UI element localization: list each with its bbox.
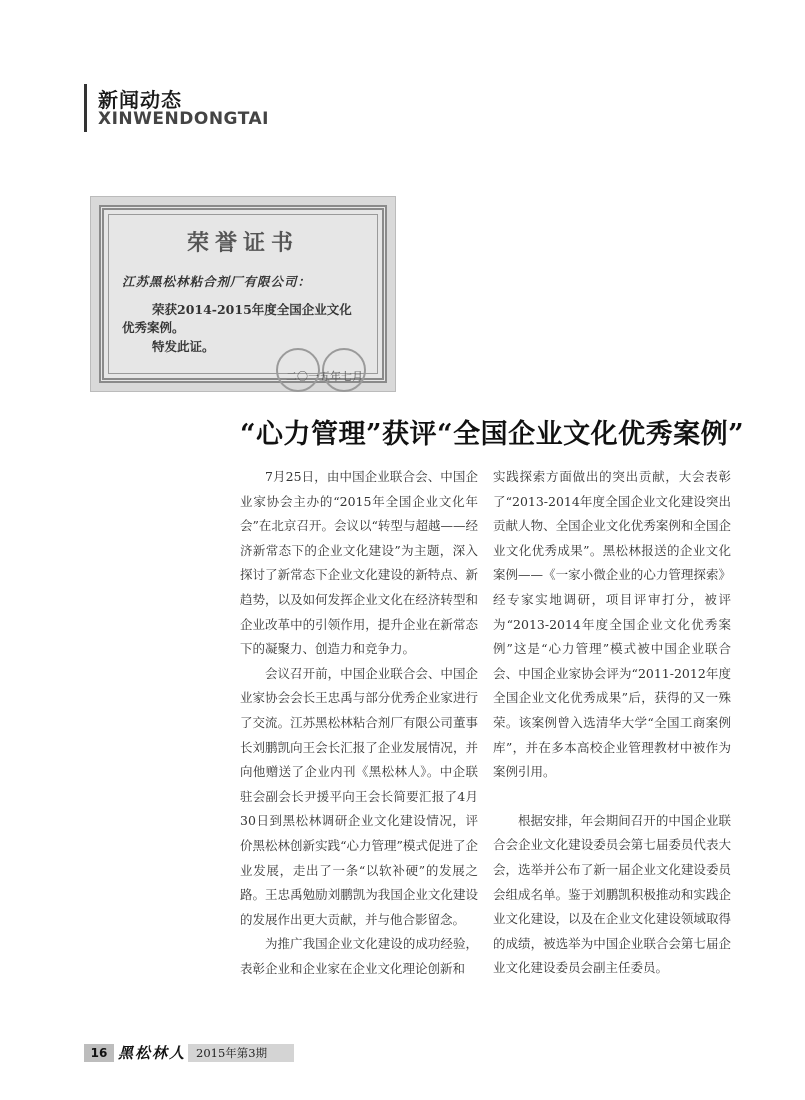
certificate-org: 江苏黑松林粘合剂厂有限公司： bbox=[122, 274, 312, 289]
article-column-left bbox=[240, 465, 478, 981]
page-number: 16 bbox=[90, 1046, 108, 1060]
certificate-line-1: 荣获2014-2015年度全国企业文化 bbox=[152, 302, 352, 317]
paragraph: 实践探索方面做出的突出贡献，大会表彰了“2013-2014年度全国企业文化建设突出贡献人物、全国企业文化优秀案例和全国企业文化优秀成果”。黑松林报送的企业文化案例——《一家小微企业的心力管理探索》经专家实地调研，项目评审打分，被评为“2013-2014年度全国企业文化优秀案例”这是“心力管理”模式被中国企业联合会、中国企业家协会评为“2011-2012年度全国企业文化优秀成果”后，获得的又一殊荣。该案例曾入选清华大学“全国工商案例库”，并在多本高校企业管理教材中被作为案例引用。 bbox=[493, 469, 731, 780]
certificate-title: 荣誉证书 bbox=[186, 230, 299, 256]
paragraph: 根据安排，年会期间召开的中国企业联合会企业文化建设委员会第七届委员代表大会，选举并公布了新一届企业文化建设委员会组成名单。鉴于刘鹏凯积极推动和实践企业文化建设，以及在企业文化建设领域取得的成绩，被选举为中国企业联合会第七届企业文化建设委员会副主任委员。 bbox=[493, 812, 731, 976]
paragraph: 为推广我国企业文化建设的成功经验，表彰企业和企业家在企业文化理论创新和 bbox=[240, 936, 478, 976]
certificate-line-2: 优秀案例。 bbox=[122, 320, 185, 335]
article-column-right bbox=[493, 465, 731, 981]
certificate-date: 二〇一五年七月 bbox=[286, 370, 363, 383]
magazine-brand: 黑松林人 bbox=[118, 1044, 187, 1062]
paragraph: 会议召开前，中国企业联合会、中国企业家协会会长王忠禹与部分优秀企业家进行了交流。江苏黑松林粘合剂厂有限公司董事长刘鹏凯向王会长汇报了企业发展情况，并向他赠送了企业内刊《黑松林人》。中企联驻会副会长尹援平向王会长简要汇报了4月30日到黑松林调研企业文化建设情况，评价黑松林创新实践“心力管理”模式促进了企业发展，走出了一条“以软补硬”的发展之路。王忠禹勉励刘鹏凯为我国企业文化建设的发展作出更大贡献，并与他合影留念。 bbox=[240, 665, 478, 927]
section-subtitle: XINWENDONGTAI bbox=[98, 109, 269, 129]
certificate-frame bbox=[99, 205, 387, 383]
certificate-image bbox=[90, 196, 396, 392]
certificate-line-3: 特发此证。 bbox=[152, 339, 215, 354]
section-title: 新闻动态 bbox=[98, 88, 182, 112]
issue-label: 2015年第3期 bbox=[196, 1046, 268, 1060]
article-title: “心力管理”获评“全国企业文化优秀案例” bbox=[240, 419, 745, 450]
section-bar bbox=[84, 84, 87, 132]
paragraph: 7月25日，由中国企业联合会、中国企业家协会主办的“2015年全国企业文化年会”在北京召开。会议以“转型与超越——经济新常态下的企业文化建设”为主题，深入探讨了新常态下企业文化建设的新特点、新趋势，以及如何发挥企业文化在经济转型和企业改革中的引领作用，提升企业在新常态下的凝聚力、创造力和竞争力。 bbox=[240, 469, 478, 657]
page-footer bbox=[84, 1044, 294, 1062]
